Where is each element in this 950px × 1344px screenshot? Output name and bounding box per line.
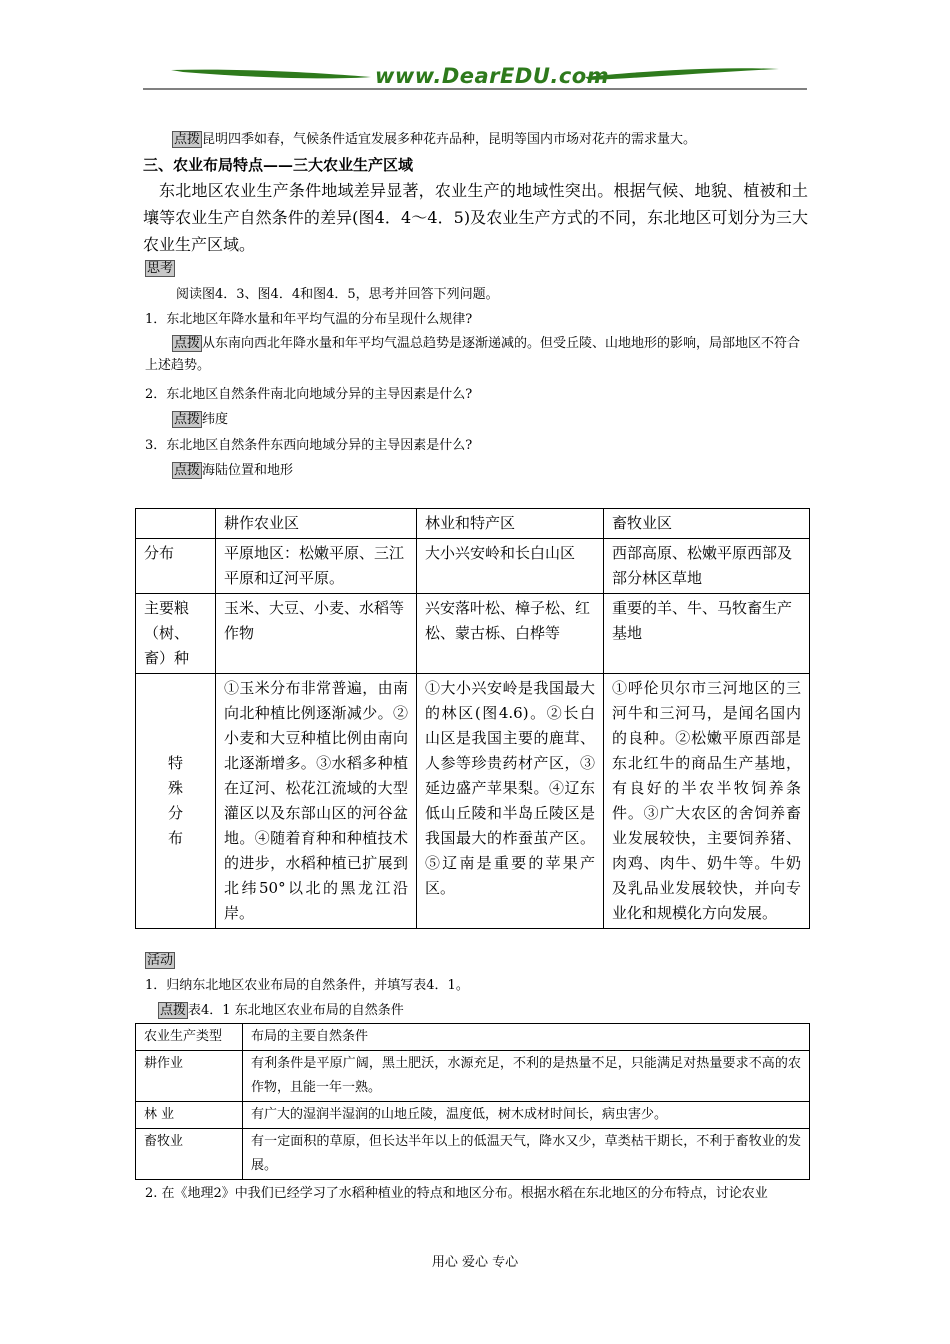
- table-cell: 林 业: [136, 1102, 243, 1129]
- table-cell: 平原地区：松嫩平原、三江平原和辽河平原。: [216, 539, 417, 594]
- table-row: [136, 539, 810, 594]
- tip-label: 点拨: [174, 132, 201, 147]
- table-cell: 分布: [136, 539, 216, 594]
- site-header: [143, 60, 807, 94]
- activity-label-wrap: [145, 950, 175, 972]
- table-header-cell: 农业生产类型: [136, 1024, 243, 1051]
- table-row: [136, 1051, 810, 1102]
- tip-label: 点拨: [174, 463, 201, 478]
- section-body: 东北地区农业生产条件地域差异显著，农业生产的地域性突出。根据气候、地貌、植被和土壤等农业生产自然条件的差异(图4．4～4．5)及农业生产方式的不同，东北地区可划分为三大农业生产区域。: [143, 181, 808, 254]
- answer-2: [172, 409, 228, 431]
- table-caption: 表4．1 东北地区农业布局的自然条件: [188, 1003, 404, 1018]
- table-cell: 玉米、大豆、小麦、水稻等作物: [216, 594, 417, 674]
- think-prompt: 阅读图4．3、图4．4和图4．5，思考并回答下列问题。: [176, 287, 499, 302]
- table-cell: 西部高原、松嫩平原西部及部分林区草地: [604, 539, 810, 594]
- activity-tip: [158, 1000, 404, 1022]
- answer-3: [172, 460, 293, 482]
- table-cell: 耕作业: [136, 1051, 243, 1102]
- table-header-row: [136, 1024, 810, 1051]
- answer-2-text: 纬度: [202, 412, 229, 427]
- table-row: [136, 1102, 810, 1129]
- tip-label: 点拨: [174, 412, 201, 427]
- question-3: 3．东北地区自然条件东西向地域分异的主导因素是什么?: [145, 438, 473, 453]
- table-header-cell: 耕作农业区: [216, 509, 417, 539]
- table-cell: 有广大的湿润半湿润的山地丘陵，温度低，树木成材时间长，病虫害少。: [243, 1102, 810, 1129]
- table-cell: 有一定面积的草原，但长达半年以上的低温天气，降水又少，草类枯干期长，不利于畜牧业的发展。: [243, 1129, 810, 1180]
- table-row: [136, 674, 810, 929]
- table-header-cell: 畜牧业区: [604, 509, 810, 539]
- activity-question-1: 1．归纳东北地区农业布局的自然条件，并填写表4．1。: [145, 978, 469, 993]
- agriculture-zones-table: [135, 508, 810, 929]
- table-cell: 重要的羊、牛、马牧畜生产基地: [604, 594, 810, 674]
- tip-label: 点拨: [174, 336, 201, 351]
- table-row: [136, 594, 810, 674]
- table-cell: ①大小兴安岭是我国最大的林区(图4.6)。②长白山区是我国主要的鹿茸、人参等珍贵药材产区，③延边盛产苹果梨。④辽东低山丘陵和半岛丘陵区是我国最大的柞蚕茧产区。⑤辽南是重要的苹果产区。: [417, 674, 604, 929]
- section-heading: 三、农业布局特点——三大农业生产区域: [143, 156, 414, 174]
- page-footer: 用心 爱心 专心: [431, 1255, 519, 1270]
- final-question: 2. 在《地理2》中我们已经学习了水稻种植业的特点和地区分布。根据水稻在东北地区的分布特点，讨论农业: [145, 1186, 768, 1201]
- table-header-cell: [136, 509, 216, 539]
- table-cell: 大小兴安岭和长白山区: [417, 539, 604, 594]
- answer-1: [145, 333, 810, 377]
- table-cell: ①玉米分布非常普遍，由南向北种植比例逐渐减少。②小麦和大豆种植比例由南向北逐渐增多。③水稻多种植在辽河、松花江流域的大型灌区以及东部山区的河谷盆地。④随着育种和种植技术的进步，水稻种植已扩展到北纬50°以北的黑龙江沿岸。: [216, 674, 417, 929]
- tip-label: 点拨: [160, 1003, 187, 1018]
- table-cell: 主要粮（树、畜）种: [136, 594, 216, 674]
- table-cell: ①呼伦贝尔市三河地区的三河牛和三河马，是闻名国内的良种。②松嫩平原西部是东北红牛的商品生产基地，有良好的半农半牧饲养条件。③广大农区的舍饲养畜业发展较快，主要饲养猪、肉鸡、肉牛、奶牛等。牛奶及乳品业发展较快，并向专业化和规模化方向发展。: [604, 674, 810, 929]
- answer-1-text: 从东南向西北年降水量和年平均气温总趋势是逐渐递减的。但受丘陵、山地地形的影响，局部地区不符合上述趋势。: [145, 336, 801, 373]
- table-cell: 特 殊 分 布: [136, 674, 216, 929]
- intro-tip-text: 昆明四季如春，气候条件适宜发展多种花卉品种，昆明等国内市场对花卉的需求量大。: [202, 132, 697, 147]
- site-logo-text[interactable]: www.DearEDU.com: [375, 64, 610, 88]
- table-header-cell: 林业和特产区: [417, 509, 604, 539]
- intro-tip: [172, 129, 812, 151]
- question-2: 2．东北地区自然条件南北向地域分异的主导因素是什么?: [145, 387, 473, 402]
- table-cell: 畜牧业: [136, 1129, 243, 1180]
- question-1: 1．东北地区年降水量和年平均气温的分布呈现什么规律?: [145, 312, 473, 327]
- think-label-wrap: [145, 258, 175, 280]
- table-cell: 兴安落叶松、樟子松、红松、蒙古栎、白桦等: [417, 594, 604, 674]
- table-cell: 有利条件是平原广阔，黑土肥沃，水源充足，不利的是热量不足，只能满足对热量要求不高的农作物，且能一年一熟。: [243, 1051, 810, 1102]
- table-header-cell: 布局的主要自然条件: [243, 1024, 810, 1051]
- table-row: [136, 1129, 810, 1180]
- answer-3-text: 海陆位置和地形: [202, 463, 294, 478]
- conditions-table: [135, 1023, 810, 1180]
- activity-label: 活动: [147, 953, 174, 968]
- think-label: 思考: [147, 261, 174, 276]
- table-header-row: [136, 509, 810, 539]
